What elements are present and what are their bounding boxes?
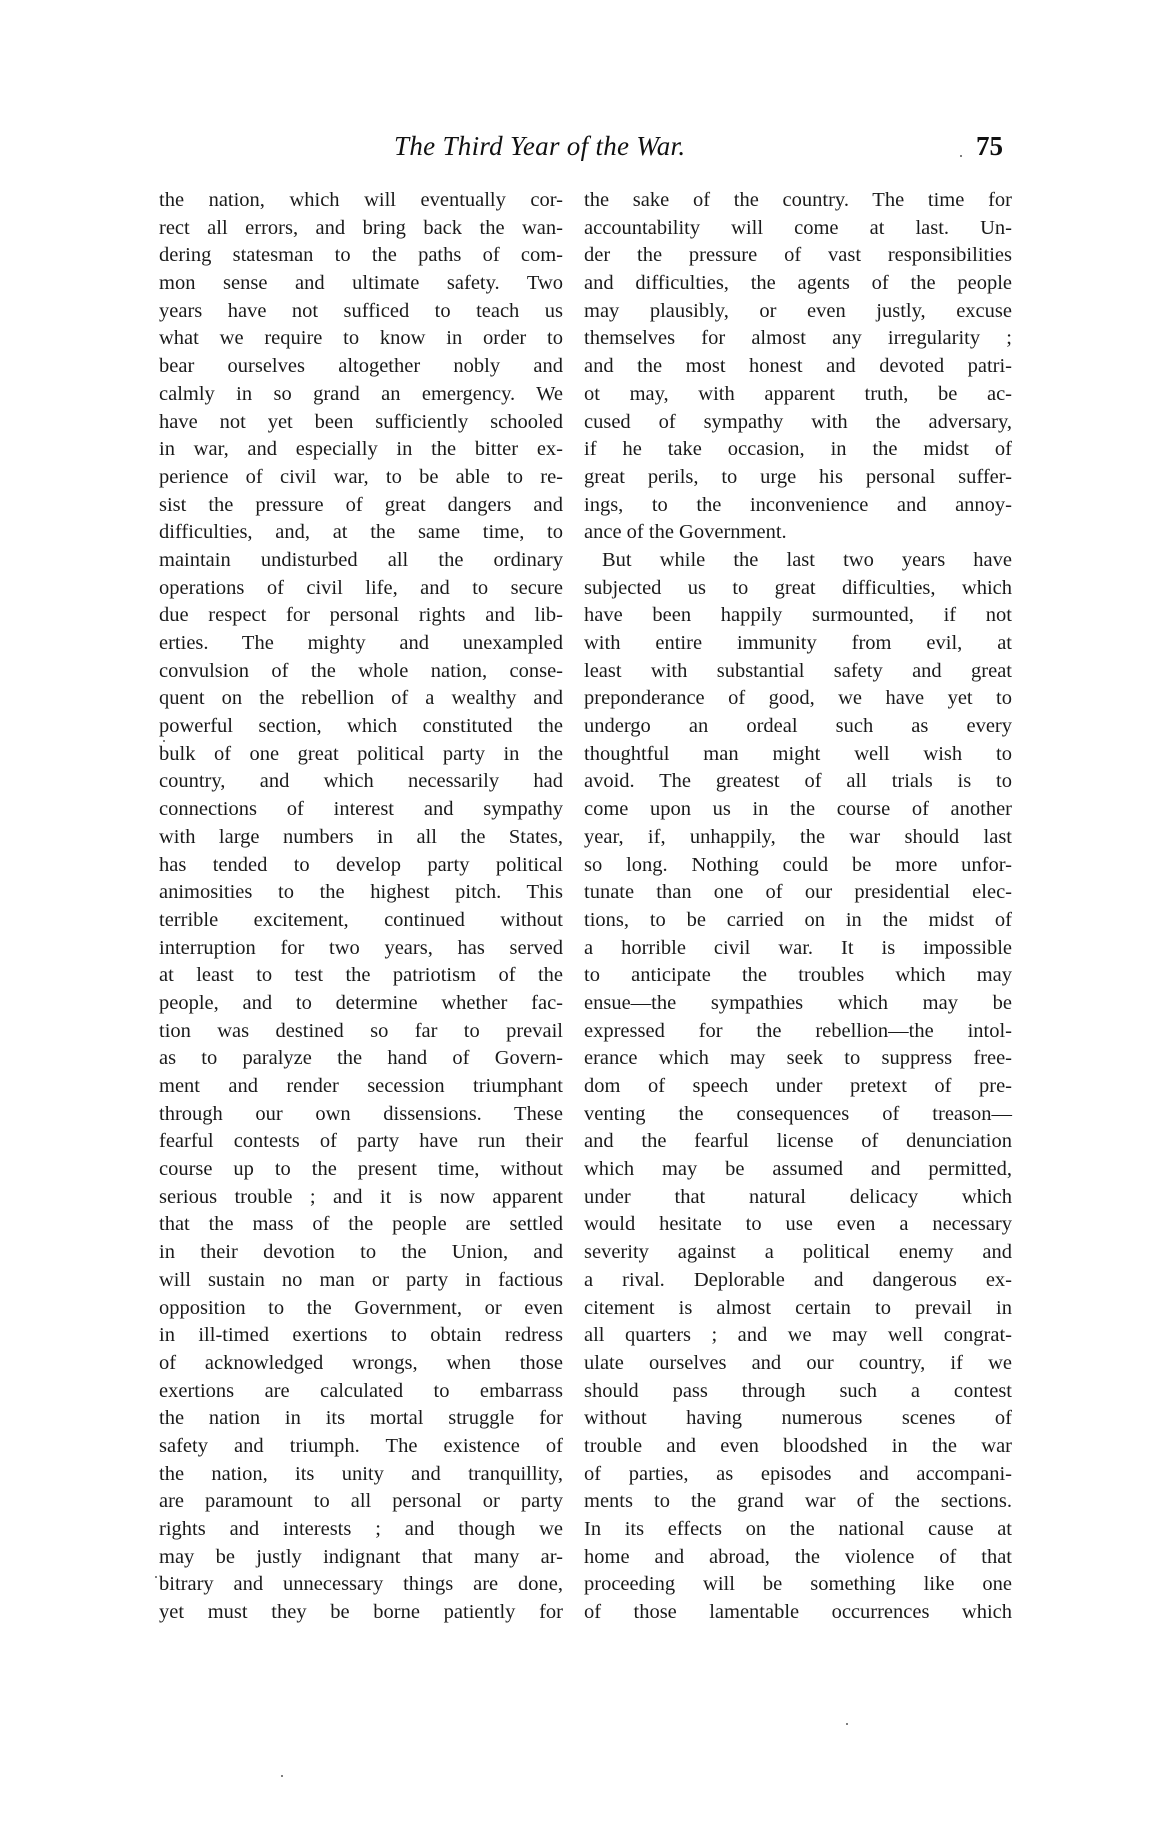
- left-column: [159, 187, 563, 1627]
- running-title: The Third Year of the War.: [394, 131, 686, 161]
- scan-speck: [846, 1723, 848, 1725]
- text-line: the nation, its unity and tranquillity,: [159, 1462, 563, 1485]
- text-line: rect all errors, and bring back the wan-: [159, 216, 563, 239]
- text-line: der the pressure of vast responsibilities: [584, 244, 1012, 267]
- text-line: of those lamentable occurrences which: [584, 1601, 1012, 1624]
- text-line: safety and triumph. The existence of: [159, 1434, 563, 1457]
- text-line: bitrary and unnecessary things are done,: [159, 1573, 563, 1596]
- text-line: through our own dissensions. These: [159, 1102, 563, 1125]
- text-line: ensue—the sympathies which may be: [584, 991, 1012, 1014]
- text-line: subjected us to great difficulties, which: [584, 576, 1012, 599]
- text-line: calmly in so grand an emergency. We: [159, 382, 563, 405]
- text-line: dering statesman to the paths of com-: [159, 244, 563, 267]
- text-line: opposition to the Government, or even: [159, 1296, 563, 1319]
- text-line: and the fearful license of denunciation: [584, 1130, 1012, 1153]
- text-line: if he take occasion, in the midst of: [584, 438, 1012, 461]
- text-line: In its effects on the national cause at: [584, 1518, 1012, 1540]
- text-line: without having numerous scenes of: [584, 1407, 1012, 1430]
- text-line: erance which may seek to suppress free-: [584, 1047, 1012, 1070]
- text-line: great perils, to urge his personal suffer-: [584, 465, 1012, 488]
- text-line: a horrible civil war. It is impossible: [584, 936, 1012, 959]
- text-line: in their devotion to the Union, and: [159, 1241, 563, 1264]
- text-line: may plausibly, or even justly, excuse: [584, 299, 1012, 322]
- text-line: fearful contests of party have run their: [159, 1130, 563, 1153]
- text-line: what we require to know in order to: [159, 327, 563, 350]
- text-line: home and abroad, the violence of that: [584, 1545, 1012, 1568]
- text-line: yet must they be borne patiently for: [159, 1601, 563, 1624]
- text-line: and difficulties, the agents of the people: [584, 272, 1012, 295]
- text-line: year, if, unhappily, the war should last: [584, 825, 1012, 848]
- text-line: to anticipate the troubles which may: [584, 964, 1012, 987]
- text-line: country, and which necessarily had: [159, 770, 563, 793]
- text-line: perience of civil war, to be able to re-: [159, 465, 563, 488]
- text-line: operations of civil life, and to secure: [159, 576, 563, 599]
- text-line: quent on the rebellion of a wealthy and: [159, 687, 563, 710]
- text-line: may be justly indignant that many ar-: [159, 1545, 563, 1568]
- text-line: in war, and especially in the bitter ex-: [159, 438, 563, 461]
- text-line: come upon us in the course of another: [584, 798, 1012, 821]
- scan-speck: [163, 740, 165, 742]
- text-line: connections of interest and sympathy: [159, 798, 563, 821]
- text-line: should pass through such a contest: [584, 1379, 1012, 1402]
- text-line: all quarters ; and we may well congrat-: [584, 1324, 1012, 1347]
- text-line: But while the last two years have: [602, 548, 1012, 571]
- text-line: due respect for personal rights and lib-: [159, 604, 563, 627]
- text-line: with entire immunity from evil, at: [584, 632, 1012, 654]
- text-line: interruption for two years, has served: [159, 936, 563, 959]
- text-line: expressed for the rebellion—the intol-: [584, 1019, 1012, 1042]
- text-line: maintain undisturbed all the ordinary: [159, 548, 563, 571]
- page-number: 75: [976, 131, 1003, 161]
- text-line: trouble and even bloodshed in the war: [584, 1434, 1012, 1457]
- text-line: ments to the grand war of the sections.: [584, 1490, 1012, 1513]
- text-line: least with substantial safety and great: [584, 659, 1012, 682]
- text-line: that the mass of the people are settled: [159, 1213, 563, 1236]
- text-line: rights and interests ; and though we: [159, 1518, 563, 1540]
- text-line: people, and to determine whether fac-: [159, 991, 563, 1014]
- scan-speck: [281, 1775, 283, 1777]
- text-line: avoid. The greatest of all trials is to: [584, 770, 1012, 793]
- text-line: bear ourselves altogether nobly and: [159, 355, 563, 378]
- text-line: course up to the present time, without: [159, 1158, 563, 1181]
- text-line: serious trouble ; and it is now apparent: [159, 1185, 563, 1208]
- text-line: and the most honest and devoted patri-: [584, 355, 1012, 378]
- text-line: the nation in its mortal struggle for: [159, 1407, 563, 1430]
- text-line: would hesitate to use even a necessary: [584, 1213, 1012, 1236]
- text-line: convulsion of the whole nation, conse-: [159, 659, 563, 682]
- text-line: erties. The mighty and unexampled: [159, 632, 563, 654]
- text-line: citement is almost certain to prevail in: [584, 1296, 1012, 1319]
- text-line: will sustain no man or party in factious: [159, 1268, 563, 1291]
- text-line: sist the pressure of great dangers and: [159, 493, 563, 516]
- text-line: thoughtful man might well wish to: [584, 742, 1012, 765]
- text-line: cused of sympathy with the adversary,: [584, 410, 1012, 433]
- text-line: are paramount to all personal or party: [159, 1490, 563, 1513]
- text-line: preponderance of good, we have yet to: [584, 687, 1012, 710]
- text-line: the nation, which will eventually cor-: [159, 189, 563, 211]
- text-line: powerful section, which constituted the: [159, 715, 563, 738]
- text-line: proceeding will be something like one: [584, 1573, 1012, 1596]
- text-line: in ill-timed exertions to obtain redress: [159, 1324, 563, 1347]
- text-line: undergo an ordeal such as every: [584, 715, 1012, 738]
- text-line: accountability will come at last. Un-: [584, 216, 1012, 239]
- text-line: tions, to be carried on in the midst of: [584, 908, 1012, 931]
- text-line: the sake of the country. The time for: [584, 189, 1012, 211]
- text-line: so long. Nothing could be more unfor-: [584, 853, 1012, 876]
- scan-speck: [155, 1576, 157, 1578]
- text-line: have been happily surmounted, if not: [584, 604, 1012, 627]
- text-line: of acknowledged wrongs, when those: [159, 1351, 563, 1374]
- text-line: dom of speech under pretext of pre-: [584, 1075, 1012, 1097]
- text-line: ot may, with apparent truth, be ac-: [584, 382, 1012, 405]
- text-line: animosities to the highest pitch. This: [159, 881, 563, 904]
- text-line: themselves for almost any irregularity ;: [584, 327, 1012, 350]
- text-line: under that natural delicacy which: [584, 1185, 1012, 1208]
- text-line: mon sense and ultimate safety. Two: [159, 272, 563, 295]
- text-line: has tended to develop party political: [159, 853, 563, 876]
- text-line: have not yet been sufficiently schooled: [159, 410, 563, 433]
- text-line: a rival. Deplorable and dangerous ex-: [584, 1268, 1012, 1291]
- text-line: difficulties, and, at the same time, to: [159, 521, 563, 544]
- text-line: as to paralyze the hand of Govern-: [159, 1047, 563, 1070]
- text-line: tunate than one of our presidential elec-: [584, 881, 1012, 904]
- text-line: of parties, as episodes and accompani-: [584, 1462, 1012, 1485]
- scan-speck: [960, 155, 962, 157]
- text-line: ings, to the inconvenience and annoy-: [584, 493, 1012, 516]
- text-line: ance of the Government.: [584, 521, 787, 544]
- text-line: exertions are calculated to embarrass: [159, 1379, 563, 1402]
- text-line: at least to test the patriotism of the: [159, 964, 563, 987]
- text-line: venting the consequences of treason—: [584, 1102, 1012, 1125]
- text-line: ulate ourselves and our country, if we: [584, 1351, 1012, 1374]
- text-line: which may be assumed and permitted,: [584, 1158, 1012, 1181]
- text-line: years have not sufficed to teach us: [159, 299, 563, 322]
- right-column: [584, 187, 1012, 1627]
- text-line: terrible excitement, continued without: [159, 908, 563, 931]
- text-line: severity against a political enemy and: [584, 1241, 1012, 1264]
- text-line: bulk of one great political party in the: [159, 742, 563, 765]
- text-line: with large numbers in all the States,: [159, 825, 563, 848]
- text-line: tion was destined so far to prevail: [159, 1019, 563, 1042]
- text-line: ment and render secession triumphant: [159, 1075, 563, 1097]
